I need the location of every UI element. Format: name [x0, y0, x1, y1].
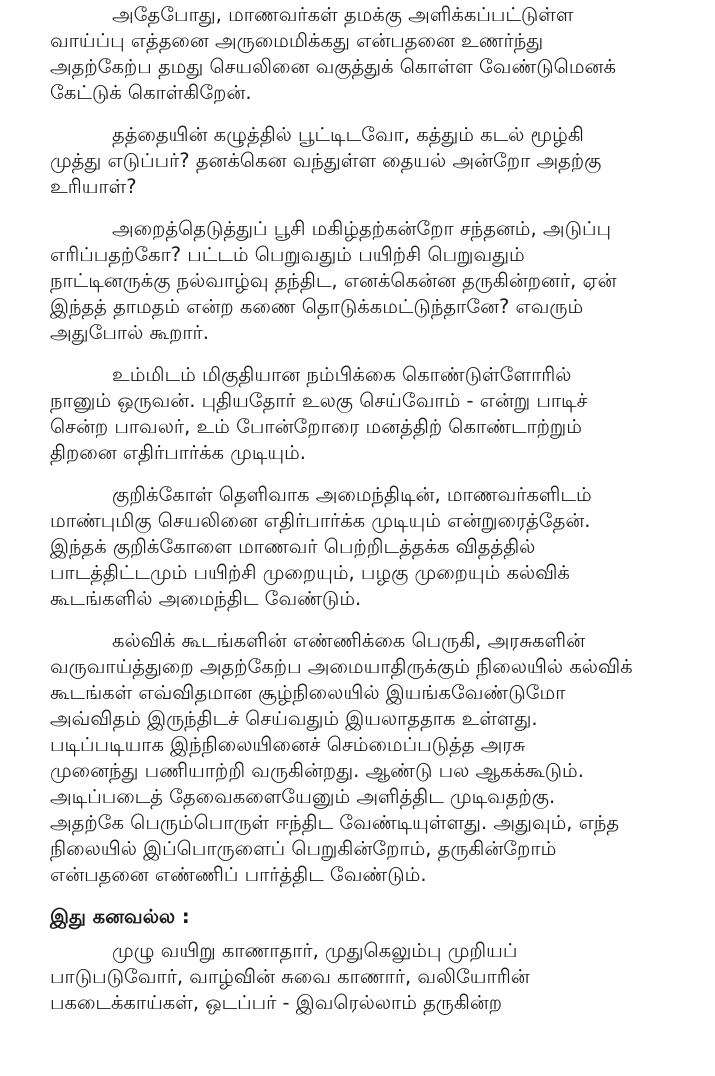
text-line: திறனை எதிர்பார்க்க முடியும். — [50, 441, 307, 464]
text-line: மாண்புமிகு செயலினை எதிர்பார்க்க முடியும் என்றுரைத்தேன். — [50, 509, 591, 532]
text-line: நாட்டினருக்கு நல்வாழ்வு தந்திட, எனக்கென்ன தருகின்றனர், ஏன் — [50, 269, 617, 292]
text-line: சென்ற பாவலர், உம் போன்றோரை மனத்திற் கொண்டாற்றும் — [50, 415, 582, 438]
text-line: உம்மிடம் மிகுதியான நம்பிக்கை கொண்டுள்ளோரில் — [112, 363, 572, 386]
text-line: அதற்கே பெரும்பொருள் ஈந்திட வேண்டியுள்ளது. அதுவும், எந்த — [50, 811, 620, 834]
text-line: முழு வயிறு காணாதார், முதுகெலும்பு முறியப் — [112, 939, 518, 962]
text-line: நானும் ஒருவன். புதியதோர் உலகு செய்வோம் - என்று பாடிச் — [50, 389, 588, 412]
final-paragraph — [50, 938, 665, 1016]
paragraph — [50, 122, 665, 200]
text-line: பாடுபடுவோர், வாழ்வின் சுவை காணார், வலியோரின் — [50, 965, 530, 988]
paragraph — [50, 216, 665, 346]
text-line: முத்து எடுப்பர்? தனக்கென வந்துள்ள தையல் அன்றோ அதற்கு — [50, 149, 602, 172]
text-line: என்பதனை எண்ணிப் பார்த்திட வேண்டும். — [50, 863, 427, 886]
text-line: கேட்டுக் கொள்கிறேன். — [50, 81, 252, 104]
text-line: கல்விக் கூடங்களின் எண்ணிக்கை பெருகி, அரசுகளின் — [112, 629, 585, 652]
text-line: தத்தையின் கழுத்தில் பூட்டிடவோ, கத்தும் கடல் மூழ்கி — [112, 123, 584, 146]
body-text — [50, 2, 665, 888]
text-line: வருவாய்த்துறை அதற்கேற்ப அமையாதிருக்கும் நிலையில் கல்விக் — [50, 655, 633, 678]
paragraph — [50, 482, 665, 612]
text-line: அவ்விதம் இருந்திடச் செய்வதும் இயலாததாக உள்ளது. — [50, 707, 538, 730]
text-line: இந்தத் தாமதம் என்ற கணை தொடுக்கமட்டுந்தானே? எவரும் — [50, 295, 584, 318]
text-line: முனைந்து பணியாற்றி வருகின்றது. ஆண்டு பல ஆகக்கூடும். — [50, 759, 584, 782]
text-line: குறிக்கோள் தெளிவாக அமைந்திடின், மாணவர்களிடம் — [112, 483, 592, 506]
text-line: அதற்கேற்ப தமது செயலினை வகுத்துக் கொள்ள வேண்டுமெனக் — [50, 55, 616, 78]
text-line: பாடத்திட்டமும் பயிற்சி முறையும், பழகு முறையும் கல்விக் — [50, 561, 570, 584]
text-line: அறைத்தெடுத்துப் பூசி மகிழ்தற்கன்றோ சந்தனம், அடுப்பு — [112, 217, 611, 240]
text-line: எரிப்பதற்கோ? பட்டம் பெறுவதும் பயிற்சி பெறுவதும் — [50, 243, 525, 266]
text-line: கூடங்கள் எவ்விதமான சூழ்நிலையில் இயங்கவேண்டுமோ — [50, 681, 566, 704]
text-line: அதேபோது, மாணவர்கள் தமக்கு அளிக்கப்பட்டுள்ள — [112, 3, 574, 26]
text-line: படிப்படியாக இந்நிலையினைச் செம்மைப்படுத்த அரசு — [50, 733, 526, 756]
paragraph — [50, 628, 665, 888]
paragraph — [50, 2, 665, 106]
text-line: கூடங்களில் அமைந்திட வேண்டும். — [50, 587, 362, 610]
text-line: வாய்ப்பு எத்தனை அருமைமிக்கது என்பதனை உணர்ந்து — [50, 29, 544, 52]
text-line: நிலையில் இப்பொருளைப் பெறுகின்றோம், தருகின்றோம் — [50, 837, 557, 860]
text-line: பகடைக்காய்கள், ஒடப்பர் - இவரெல்லாம் தருகின்ற — [50, 991, 503, 1014]
text-line: உரியாள்? — [50, 175, 137, 198]
text-line: அதுபோல் கூறார். — [50, 321, 209, 344]
section-heading: இது கனவல்ல : — [50, 905, 190, 928]
paragraph — [50, 362, 665, 466]
text-line: இந்தக் குறிக்கோளை மாணவர் பெற்றிடத்தக்க விதத்தில் — [50, 535, 536, 558]
text-line: அடிப்படைத் தேவைகளையேனும் அளித்திட முடிவதற்கு. — [50, 785, 556, 808]
